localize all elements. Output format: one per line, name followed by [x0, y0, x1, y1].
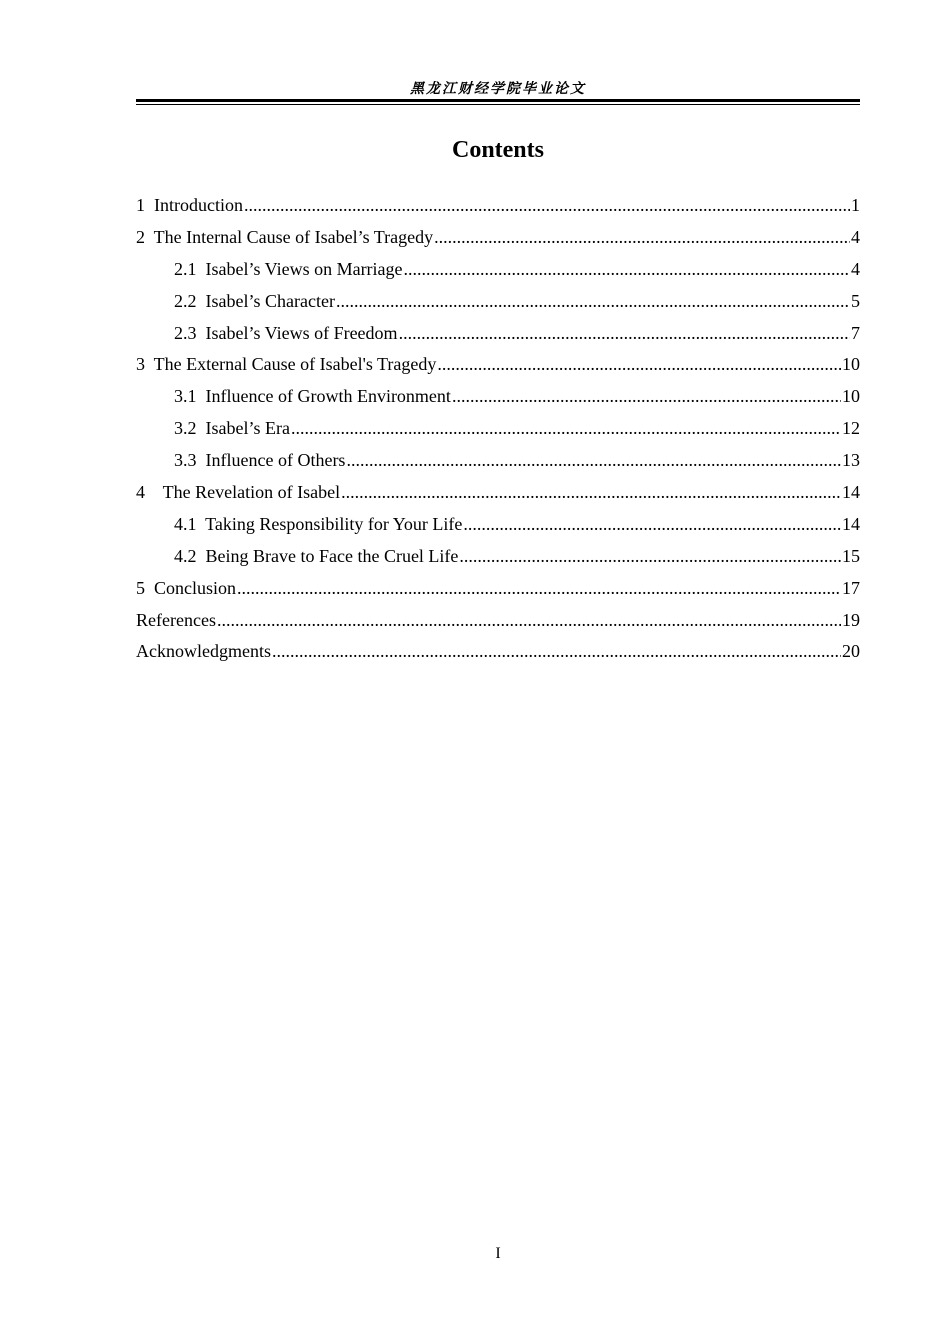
header-rule-thick: [136, 99, 860, 102]
toc-entry[interactable]: [136, 351, 860, 383]
toc-dot-leader: [291, 415, 841, 441]
toc-entry[interactable]: [136, 192, 860, 224]
toc-entry[interactable]: [136, 638, 860, 670]
toc-dot-leader: [404, 256, 850, 282]
toc-entry-label: 1 Introduction: [136, 195, 243, 215]
toc-dot-leader: [244, 192, 850, 218]
toc-entry-label: 4.1 Taking Responsibility for Your Life: [174, 513, 463, 534]
toc-entry-label: 2 The Internal Cause of Isabel’s Tragedy: [136, 226, 434, 247]
toc-entry[interactable]: [136, 543, 860, 575]
toc-entry[interactable]: [136, 288, 860, 320]
table-of-contents: [136, 192, 860, 670]
toc-dot-leader: [336, 288, 850, 314]
toc-dot-leader: [463, 511, 841, 537]
toc-entry[interactable]: [136, 415, 860, 447]
toc-entry-page: 1: [851, 195, 860, 215]
toc-entry-label: 2.3 Isabel’s Views of Freedom: [174, 322, 398, 343]
toc-entry-label: 3.1 Influence of Growth Environment: [174, 386, 451, 407]
toc-entry-label: 4.2 Being Brave to Face the Cruel Life: [174, 545, 459, 566]
toc-entry[interactable]: [136, 383, 860, 415]
toc-dot-leader: [237, 575, 841, 601]
toc-entry-page: 14: [842, 513, 860, 534]
toc-entry-page: 12: [842, 418, 860, 439]
toc-entry-page: 10: [842, 354, 860, 375]
toc-entry[interactable]: [136, 447, 860, 479]
toc-entry[interactable]: [136, 320, 860, 352]
toc-dot-leader: [272, 638, 841, 664]
contents-title: Contents: [451, 137, 544, 163]
header-rule-thin: [136, 104, 860, 105]
toc-entry[interactable]: [136, 256, 860, 288]
toc-dot-leader: [217, 607, 841, 633]
toc-entry-label: References: [136, 609, 216, 630]
toc-entry[interactable]: [136, 479, 860, 511]
toc-dot-leader: [434, 224, 850, 250]
toc-entry-label: Acknowledgments: [136, 641, 271, 662]
page-header: 黑龙江财经学院毕业论文: [410, 81, 586, 97]
toc-entry-page: 14: [842, 482, 860, 503]
toc-entry-page: 20: [842, 641, 860, 662]
toc-entry-page: 13: [842, 450, 860, 471]
toc-entry-page: 5: [851, 290, 860, 311]
toc-entry-page: 4: [851, 258, 860, 279]
toc-entry-label: 5 Conclusion: [136, 577, 237, 598]
toc-entry[interactable]: [136, 224, 860, 256]
toc-entry[interactable]: [136, 511, 860, 543]
toc-entry-page: 4: [851, 226, 860, 247]
toc-entry[interactable]: [136, 575, 860, 607]
toc-dot-leader: [341, 479, 841, 505]
toc-dot-leader: [346, 447, 841, 473]
page-number: I: [495, 1245, 501, 1262]
toc-entry-label: 2.1 Isabel’s Views on Marriage: [174, 258, 403, 279]
toc-dot-leader: [452, 383, 841, 409]
toc-entry-label: 3 The External Cause of Isabel's Tragedy: [136, 354, 437, 375]
toc-entry-page: 15: [842, 545, 860, 566]
toc-entry-label: 4 The Revelation of Isabel: [136, 482, 341, 503]
toc-entry-label: 3.3 Influence of Others: [174, 450, 346, 471]
toc-entry-page: 7: [851, 322, 860, 343]
toc-dot-leader: [459, 543, 841, 569]
toc-entry-page: 19: [842, 609, 860, 630]
toc-entry-page: 10: [842, 386, 860, 407]
toc-entry-label: 2.2 Isabel’s Character: [174, 290, 335, 311]
toc-dot-leader: [399, 320, 850, 346]
toc-entry-label: 3.2 Isabel’s Era: [174, 418, 290, 439]
toc-entry[interactable]: [136, 607, 860, 639]
toc-dot-leader: [437, 351, 841, 377]
toc-entry-page: 17: [842, 577, 860, 598]
